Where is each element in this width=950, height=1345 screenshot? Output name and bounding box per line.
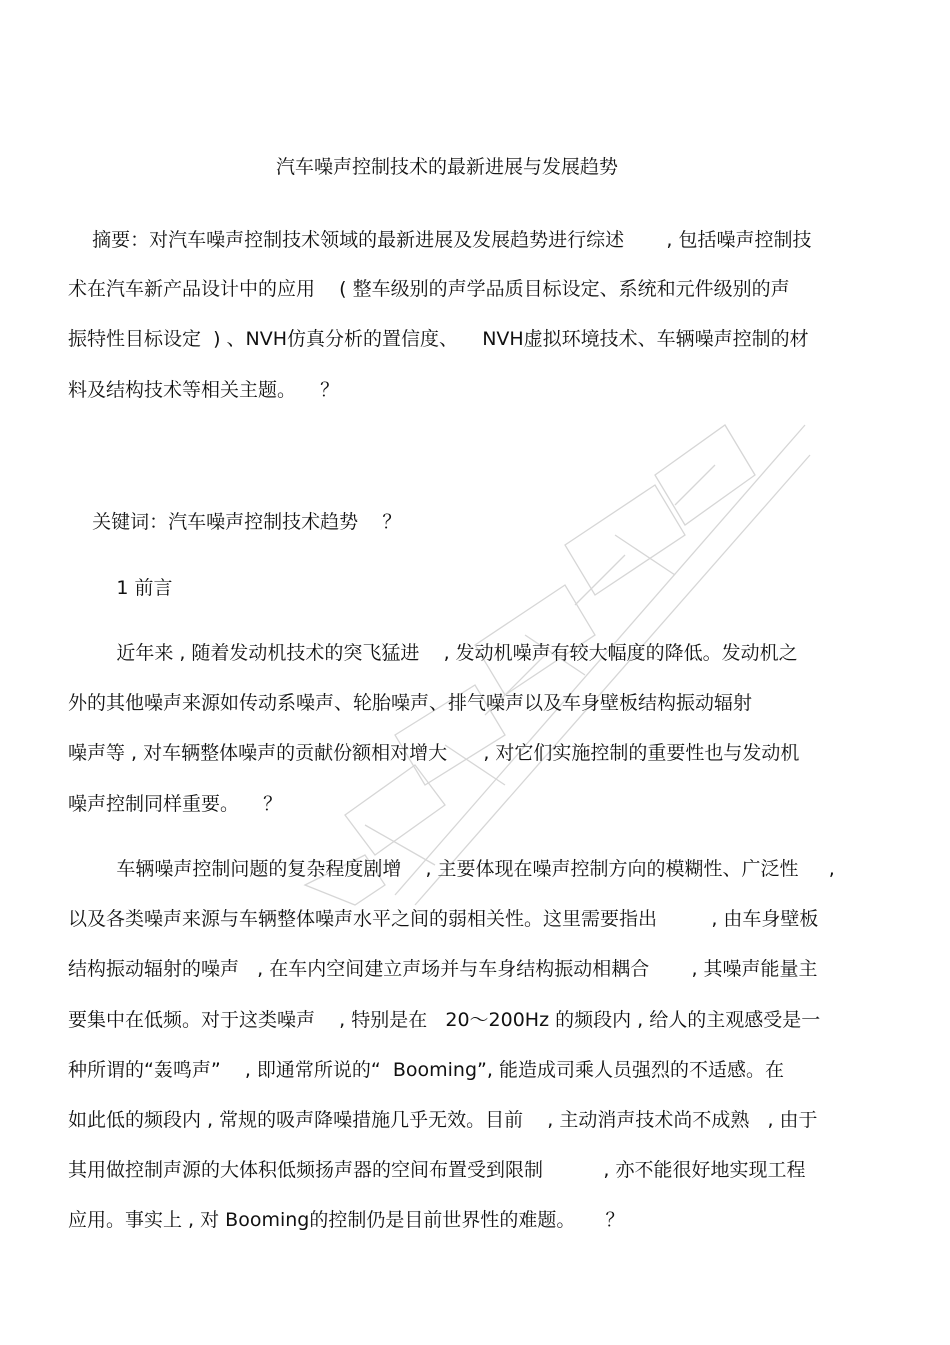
- section-heading: 1 前言: [68, 577, 173, 599]
- abstract-line-2: 术在汽车新产品设计中的应用 ( 整车级别的声学品质目标设定、系统和元件级别的声: [68, 278, 790, 300]
- paragraph-1-line-1: 近年来 , 随着发动机技术的突飞猛进 , 发动机噪声有较大幅度的降低。发动机之: [68, 642, 798, 664]
- paragraph-2-line-6: 如此低的频段内 , 常规的吸声降噪措施几乎无效。目前 , 主动消声技术尚不成熟 , 由于: [68, 1109, 818, 1131]
- paragraph-1-line-4: 噪声控制同样重要。 ？: [68, 793, 283, 815]
- paragraph-1-line-3: 噪声等 , 对车辆整体噪声的贡献份额相对增大 , 对它们实施控制的重要性也与发动机: [68, 742, 800, 764]
- paragraph-2-line-1: 车辆噪声控制问题的复杂程度剧增 , 主要体现在噪声控制方向的模糊性、广泛性 ,: [68, 858, 835, 880]
- abstract-line-3: 振特性目标设定 ) 、NVH仿真分析的置信度、 NVH虚拟环境技术、车辆噪声控制的材: [68, 328, 809, 350]
- paragraph-2-line-7: 其用做控制声源的大体积低频扬声器的空间布置受到限制 , 亦不能很好地实现工程: [68, 1159, 806, 1181]
- abstract-line-4: 料及结构技术等相关主题。 ？: [68, 379, 340, 401]
- paragraph-1-line-2: 外的其他噪声来源如传动系噪声、轮胎噪声、排气噪声以及车身壁板结构振动辐射: [68, 692, 753, 714]
- abstract-line-1: 摘要：对汽车噪声控制技术领域的最新进展及发展趋势进行综述 , 包括噪声控制技: [68, 229, 812, 251]
- paragraph-2-line-5: 种所谓的“轰鸣声” , 即通常所说的“ Booming”, 能造成司乘人员强烈的不适感。在: [68, 1059, 784, 1081]
- paragraph-2-line-8: 应用。事实上 , 对 Booming的控制仍是目前世界性的难题。 ？: [68, 1209, 625, 1231]
- keywords: 关键词：汽车噪声控制技术趋势 ？: [68, 511, 402, 533]
- paragraph-2-line-3: 结构振动辐射的噪声 , 在车内空间建立声场并与车身结构振动相耦合 , 其噪声能量主: [68, 958, 818, 980]
- document-title: 汽车噪声控制技术的最新进展与发展趋势: [276, 156, 619, 178]
- paragraph-2-line-2: 以及各类噪声来源与车辆整体噪声水平之间的弱相关性。这里需要指出 , 由车身壁板: [68, 908, 819, 930]
- paragraph-2-line-4: 要集中在低频。对于这类噪声 , 特别是在 20～200Hz 的频段内 , 给人的主观感受是一: [68, 1009, 821, 1031]
